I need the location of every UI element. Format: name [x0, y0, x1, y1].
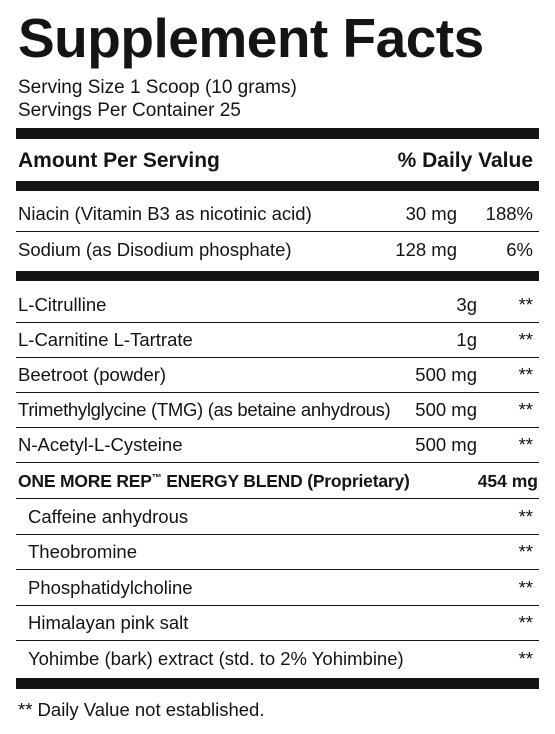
amount-per-serving-header: Amount Per Serving — [18, 149, 220, 172]
servings-per-container: Servings Per Container 25 — [18, 100, 241, 121]
blend-item-row — [16, 642, 539, 677]
ingredient-daily-value: ** — [518, 364, 533, 385]
nutrient-amount: 128 mg — [395, 239, 457, 260]
ingredient-name: Trimethylglycine (TMG) (as betaine anhydrous) — [18, 399, 391, 420]
blend-item-daily-value: ** — [518, 541, 533, 562]
nutrient-name: Niacin (Vitamin B3 as nicotinic acid) — [18, 203, 312, 224]
blend-amount: 454 mg — [477, 471, 538, 491]
nutrient-amount: 30 mg — [405, 203, 457, 224]
ingredient-name: N-Acetyl-L-Cysteine — [18, 434, 183, 455]
blend-item-row — [16, 535, 539, 570]
blend-item-daily-value: ** — [518, 506, 533, 527]
thick-divider — [16, 678, 539, 689]
blend-item-row — [16, 571, 539, 606]
daily-value-header: % Daily Value — [397, 149, 533, 172]
ingredient-row — [16, 323, 539, 358]
nutrient-row — [16, 197, 539, 232]
ingredient-amount: 500 mg — [415, 364, 477, 385]
ingredient-row — [16, 393, 539, 428]
blend-item-name: Phosphatidylcholine — [28, 577, 193, 598]
blend-item-daily-value: ** — [518, 648, 533, 669]
thick-divider — [16, 271, 539, 281]
blend-row — [16, 464, 539, 499]
ingredient-row — [16, 428, 539, 463]
blend-item-row — [16, 500, 539, 535]
blend-item-row — [16, 606, 539, 641]
ingredient-name: Beetroot (powder) — [18, 364, 167, 385]
blend-item-name: Theobromine — [28, 541, 138, 562]
ingredient-name: L-Citrulline — [18, 294, 107, 315]
panel-title: Supplement Facts — [18, 7, 484, 69]
ingredient-amount: 500 mg — [415, 434, 477, 455]
ingredient-daily-value: ** — [518, 294, 533, 315]
blend-item-daily-value: ** — [518, 612, 533, 633]
nutrient-daily-value: 188% — [485, 203, 533, 224]
ingredient-row — [16, 358, 539, 393]
footnote: ** Daily Value not established. — [18, 699, 265, 720]
ingredient-daily-value: ** — [518, 329, 533, 350]
nutrient-daily-value: 6% — [506, 239, 533, 260]
ingredient-amount: 3g — [456, 294, 477, 315]
thick-divider — [16, 128, 539, 139]
ingredient-amount: 500 mg — [415, 399, 477, 420]
ingredient-daily-value: ** — [518, 399, 533, 420]
serving-size: Serving Size 1 Scoop (10 grams) — [18, 77, 297, 98]
nutrient-name: Sodium (as Disodium phosphate) — [18, 239, 292, 260]
blend-item-name: Caffeine anhydrous — [28, 506, 189, 527]
ingredient-name: L-Carnitine L-Tartrate — [18, 329, 193, 350]
blend-item-daily-value: ** — [518, 577, 533, 598]
ingredient-daily-value: ** — [518, 434, 533, 455]
ingredient-amount: 1g — [456, 329, 477, 350]
thick-divider — [16, 181, 539, 191]
blend-item-name: Yohimbe (bark) extract (std. to 2% Yohimbine) — [28, 648, 404, 669]
blend-name: ONE MORE REP™ ENERGY BLEND (Proprietary) — [18, 471, 410, 491]
ingredient-row — [16, 288, 539, 323]
nutrient-row — [16, 233, 539, 268]
blend-item-name: Himalayan pink salt — [28, 612, 189, 633]
